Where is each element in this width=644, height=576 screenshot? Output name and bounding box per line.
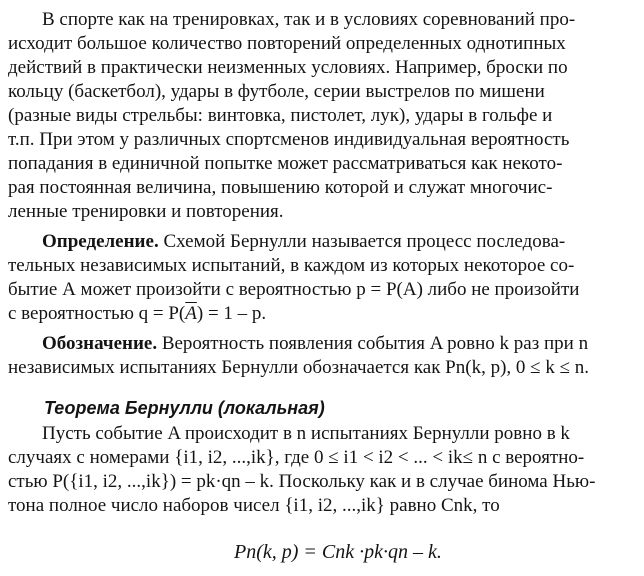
theorem-line: тона полное число наборов чисел {i1, i2, ...,ik} равно Cnk, то <box>8 495 500 516</box>
notation-label: Обозначение. <box>42 333 158 354</box>
paragraph-line: кольцу (баскетбол), удары в футболе, серии выстрелов по мишени <box>8 81 545 102</box>
paragraph-line: В спорте как на тренировках, так и в условиях соревнований про- <box>42 9 576 30</box>
definition-text: Схемой Бернулли называется процесс последова- <box>158 231 566 252</box>
notation-line <box>42 332 634 356</box>
theorem-line: стью P({i1, i2, ...,ik}) = pk·qn – k. Поскольку как и в случае бинома Нью- <box>8 471 596 492</box>
paragraph-line: рая постоянная величина, повышению которой и служат многочис- <box>8 177 553 198</box>
definition-line: бытие А может произойти с вероятностью p = P(A) либо не произойти <box>8 279 580 300</box>
theorem-line: Пусть событие A происходит в n испытаниях Бернулли ровно в k <box>42 423 570 444</box>
paragraph-line: исходит большое количество повторений определенных однотипных <box>8 33 566 54</box>
notation-line: независимых испытаниях Бернулли обозначается как Pn(k, p), 0 ≤ k ≤ n. <box>8 357 590 378</box>
paragraph-line: попадания в единичной попытке может рассматриваться как некото- <box>8 153 563 174</box>
definition-line <box>42 230 634 254</box>
definition-text: с вероятностью q = P( <box>8 303 186 324</box>
bernoulli-formula: Pn(k, p) = Cnk ·pk·qn – k. <box>234 541 442 563</box>
complement-event-symbol: $\overline{A}$ <box>185 303 197 324</box>
definition-label: Определение. <box>42 231 159 252</box>
theorem-heading: Теорема Бернулли (локальная) <box>44 398 325 418</box>
paragraph-line: ленные тренировки и повторения. <box>8 201 284 222</box>
definition-text: ) = 1 – p. <box>196 303 267 324</box>
definition-line <box>8 302 634 326</box>
paragraph-line: действий в практически неизменных условиях. Например, броски по <box>8 57 568 78</box>
paragraph-line: (разные виды стрельбы: винтовка, пистолет, лук), удары в гольфе и <box>8 105 553 126</box>
theorem-line: случаях с номерами {i1, i2, ...,ik}, где 0 ≤ i1 < i2 < ... < ik≤ n с вероятно- <box>8 447 585 468</box>
paragraph-line: т.п. При этом у различных спортсменов индивидуальная вероятность <box>8 129 570 150</box>
notation-text: Вероятность появления события A ровно k раз при n <box>157 333 589 354</box>
definition-line: тельных независимых испытаний, в каждом из которых некоторое со- <box>8 255 575 276</box>
